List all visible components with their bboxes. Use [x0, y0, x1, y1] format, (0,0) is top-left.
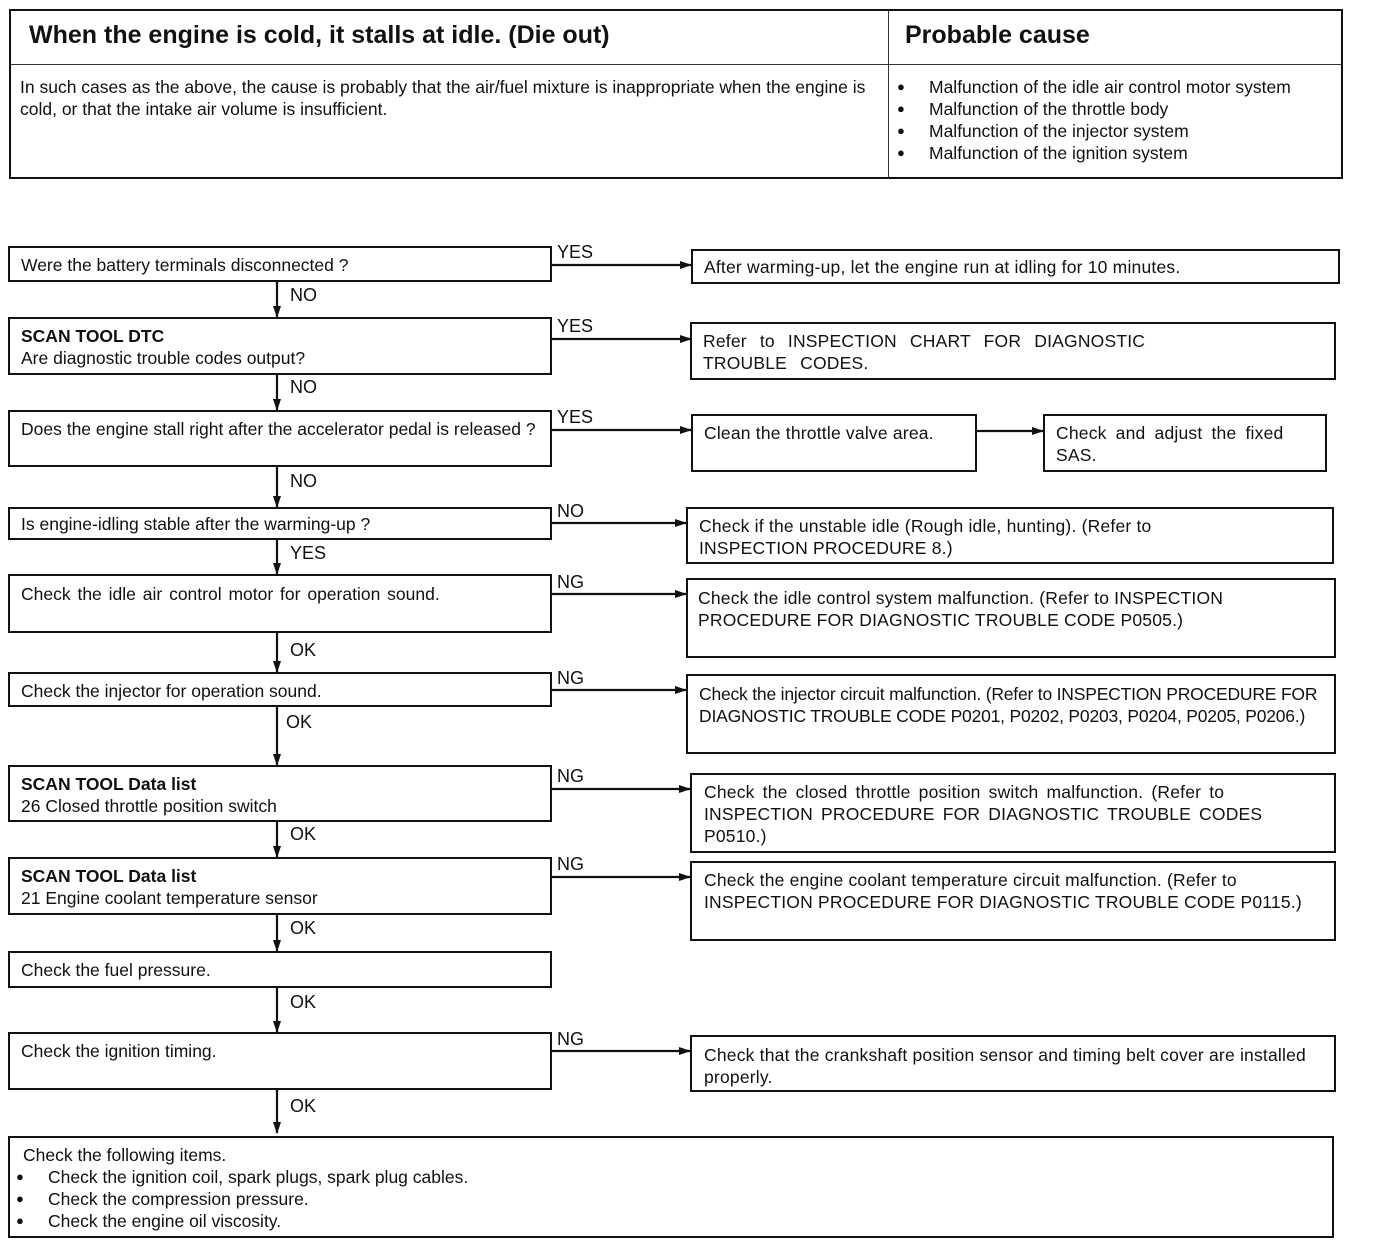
probable-cause-item: ● Malfunction of the injector system	[895, 120, 1341, 142]
step-text: Check the fuel pressure.	[21, 960, 211, 980]
final-check-item: ● Check the compression pressure.	[14, 1188, 1322, 1210]
result-text: Check the engine coolant temperature circuit malfunction. (Refer to INSPECTION PROCEDURE FOR DIAGNOSTIC TROUBLE CODE P0115.)	[704, 870, 1302, 912]
step-text: Were the battery terminals disconnected ?	[21, 255, 349, 275]
check-box-data-list-21[interactable]	[8, 857, 552, 915]
final-check-list	[14, 1166, 1322, 1232]
branch-label-no: NO	[557, 501, 584, 521]
down-label-ok: OK	[290, 824, 317, 844]
branch-label-yes: YES	[557, 242, 594, 262]
probable-cause-heading: Probable cause	[889, 11, 1341, 65]
result-box-coolant-p0115[interactable]	[690, 861, 1336, 941]
result-text: Check that the crankshaft position sensor and timing belt cover are installed properly.	[704, 1045, 1306, 1087]
step-text: Check the idle air control motor for operation sound.	[21, 584, 440, 604]
down-label-no: NO	[290, 377, 317, 397]
final-check-item: ● Check the engine oil viscosity.	[14, 1210, 1322, 1232]
result-text: Refer to INSPECTION CHART FOR DIAGNOSTIC TROUBLE CODES.	[703, 331, 1146, 373]
symptom-title: When the engine is cold, it stalls at idle. (Die out)	[11, 11, 889, 65]
result-text: Check the closed throttle position switch malfunction. (Refer to INSPECTION PROCEDURE FOR DIAGNOSTIC TROUBLE CODES P0510.)	[704, 782, 1263, 846]
branch-label-ng: NG	[557, 1029, 584, 1049]
result-box-unstable-idle[interactable]	[686, 507, 1334, 564]
probable-cause-item: ● Malfunction of the idle air control motor system	[895, 76, 1341, 98]
result-box-crankshaft-sensor[interactable]	[690, 1035, 1336, 1092]
result-text: Check the injector circuit malfunction. (Refer to INSPECTION PROCEDURE FOR DIAGNOSTIC TROUBLE CODE P0201, P0202, P0203, P0204, P0205, P0206.)	[699, 684, 1318, 726]
probable-cause-item: ● Malfunction of the ignition system	[895, 142, 1341, 164]
decision-box-stall-after-pedal[interactable]	[8, 410, 552, 467]
result-text: Check the idle control system malfunction. (Refer to INSPECTION PROCEDURE FOR DIAGNOSTIC TROUBLE CODE P0505.)	[698, 588, 1224, 630]
check-box-injector-sound[interactable]	[8, 672, 552, 707]
check-box-fuel-pressure[interactable]	[8, 951, 552, 988]
step-text: Does the engine stall right after the accelerator pedal is released ?	[21, 419, 536, 439]
probable-cause-item: ● Malfunction of the throttle body	[895, 98, 1341, 120]
final-intro: Check the following items.	[23, 1145, 227, 1165]
step-heading: SCAN TOOL DTC	[21, 326, 165, 346]
check-box-ignition-timing[interactable]	[8, 1032, 552, 1090]
step-text: 21 Engine coolant temperature sensor	[21, 888, 318, 908]
down-label-ok: OK	[290, 640, 317, 660]
step-text: Check the ignition timing.	[21, 1041, 217, 1061]
result-text: Check and adjust the fixed SAS.	[1056, 423, 1284, 465]
result-box-injector-circuit[interactable]	[686, 674, 1336, 754]
final-check-box[interactable]	[8, 1136, 1334, 1238]
result-box-clean-throttle[interactable]	[691, 414, 977, 472]
down-label-ok: OK	[290, 992, 317, 1012]
check-box-idle-air-control-motor[interactable]	[8, 574, 552, 633]
check-box-data-list-26[interactable]	[8, 765, 552, 822]
result-text: After warming-up, let the engine run at idling for 10 minutes.	[704, 257, 1181, 277]
down-label-ok: OK	[286, 712, 313, 732]
decision-box-scan-tool-dtc[interactable]	[8, 317, 552, 375]
branch-label-yes: YES	[557, 316, 594, 336]
step-text: Check the injector for operation sound.	[21, 681, 322, 701]
down-label-ok: OK	[290, 918, 317, 938]
result-box-dtc-chart[interactable]	[690, 322, 1336, 380]
result-box-idle-control-p0505[interactable]	[686, 578, 1336, 658]
result-text: Check if the unstable idle (Rough idle, hunting). (Refer to INSPECTION PROCEDURE 8.)	[699, 516, 1152, 558]
branch-label-ng: NG	[557, 668, 584, 688]
decision-box-idle-stable[interactable]	[8, 507, 552, 540]
step-text: 26 Closed throttle position switch	[21, 796, 277, 816]
branch-label-ng: NG	[557, 572, 584, 592]
step-heading: SCAN TOOL Data list	[21, 866, 197, 886]
branch-label-ng: NG	[557, 854, 584, 874]
down-label-yes: YES	[290, 543, 327, 563]
result-box-warm-up-idle[interactable]	[691, 249, 1340, 284]
branch-label-ng: NG	[557, 766, 584, 786]
result-box-adjust-sas[interactable]	[1043, 414, 1327, 472]
result-box-closed-throttle-p0510[interactable]	[690, 773, 1336, 853]
decision-box-battery[interactable]	[8, 246, 552, 282]
down-label-ok: OK	[290, 1096, 317, 1116]
down-label-no: NO	[290, 285, 317, 305]
result-text: Clean the throttle valve area.	[704, 423, 934, 443]
branch-label-yes: YES	[557, 407, 594, 427]
final-check-item: ● Check the ignition coil, spark plugs, spark plug cables.	[14, 1166, 1322, 1188]
step-heading: SCAN TOOL Data list	[21, 774, 197, 794]
step-text: Is engine-idling stable after the warming-up ?	[21, 514, 371, 534]
symptom-description: In such cases as the above, the cause is probably that the air/fuel mixture is inappropriate when the engine is cold, or that the intake air volume is insufficient.	[11, 65, 889, 177]
down-label-no: NO	[290, 471, 317, 491]
step-text: Are diagnostic trouble codes output?	[21, 348, 306, 368]
